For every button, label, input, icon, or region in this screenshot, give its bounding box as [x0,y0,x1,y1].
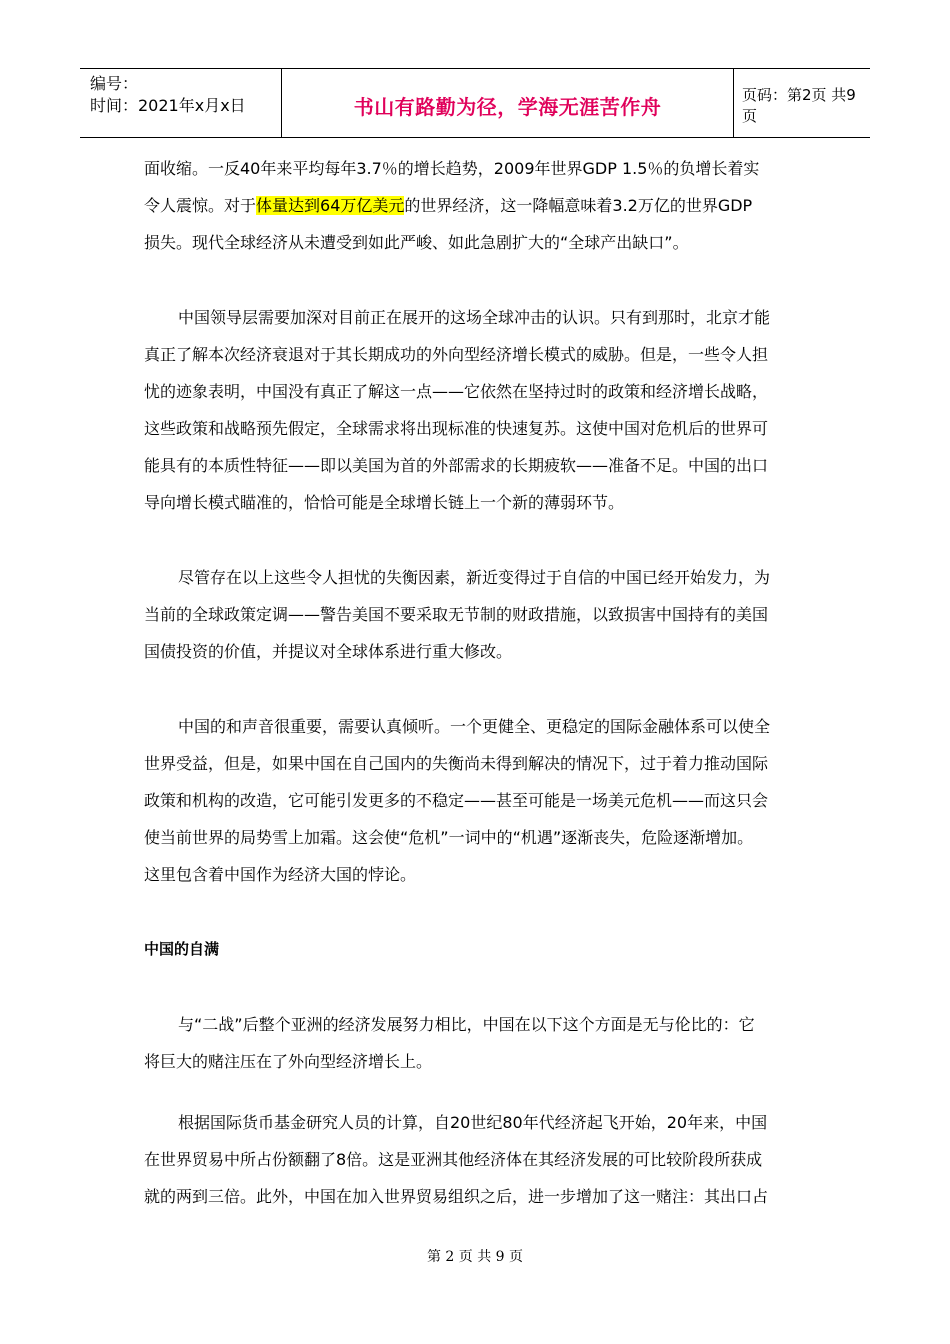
paragraph [144,1006,809,1080]
text-line: 能具有的本质性特征——即以美国为首的外部需求的长期疲软——准备不足。中国的出口 [144,456,769,475]
text-line: 尽管存在以上这些令人担忧的失衡因素，新近变得过于自信的中国已经开始发力，为 [178,568,771,587]
text-line: 当前的全球政策定调——警告美国不要采取无节制的财政措施，以致损害中国持有的美国 [144,605,769,624]
text-line: 根据国际货币基金研究人员的计算，自20世纪80年代经济起飞开始，20年来，中国 [178,1113,768,1132]
header-number-label: 编号： [90,74,139,93]
document-body [144,150,809,1215]
paragraph-spacer [144,521,809,559]
header-date-label: 时间：2021年x月x日 [90,96,246,115]
text-line: 就的两到三倍。此外，中国在加入世界贸易组织之后，进一步增加了这一赌注：其出口占 [144,1187,769,1206]
paragraph [144,708,809,893]
text-line: 与“二战”后整个亚洲的经济发展努力相比，中国在以下这个方面是无与伦比的：它 [178,1015,755,1034]
paragraph-spacer [144,670,809,708]
highlighted-text: 体量达到64万亿美元 [256,196,405,215]
text-line: 导向增长模式瞄准的，恰恰可能是全球增长链上一个新的薄弱环节。 [144,493,625,512]
paragraph [144,559,809,670]
paragraph [144,299,809,521]
text-line: 真正了解本次经济衰退对于其长期成功的外向型经济增长模式的威胁。但是，一些令人担 [144,345,769,364]
paragraph [144,1104,809,1215]
header-meta-cell [80,69,282,137]
text-line: 忧的迹象表明，中国没有真正了解这一点——它依然在坚持过时的政策和经济增长战略， [144,382,769,401]
header-page-info: 页码：第2页 共9页 [742,86,856,125]
text-line: 损失。现代全球经济从未遭受到如此严峻、如此急剧扩大的“全球产出缺口”。 [144,233,689,252]
text-line: 这些政策和战略预先假定，全球需求将出现标准的快速复苏。这使中国对危机后的世界可 [144,419,769,438]
text-line: 政策和机构的改造，它可能引发更多的不稳定——甚至可能是一场美元危机——而这只会 [144,791,769,810]
text-line: 在世界贸易中所占份额翻了8倍。这是亚洲其他经济体在其经济发展的可比较阶段所获成 [144,1150,763,1169]
text-line: 中国的和声音很重要，需要认真倾听。一个更健全、更稳定的国际金融体系可以使全 [178,717,771,736]
text-line: 这里包含着中国作为经济大国的悖论。 [144,865,417,884]
text-span: 令人震惊。对于 [144,196,257,215]
text-line: 面收缩。一反40年来平均每年3.7％的增长趋势，2009年世界GDP 1.5％的负增长着实 [144,159,760,178]
paragraph-spacer [144,968,809,1006]
text-span: 的世界经济，这一降幅意味着3.2万亿的世界GDP [404,196,753,215]
paragraph-spacer [144,893,809,931]
text-line: 中国领导层需要加深对目前正在展开的这场全球冲击的认识。只有到那时，北京才能 [178,308,771,327]
paragraph-spacer [144,261,809,299]
text-line: 使当前世界的局势雪上加霜。这会使“危机”一词中的“机遇”逐渐丧失，危险逐渐增加。 [144,828,754,847]
document-header [80,68,870,138]
header-motto-cell [282,69,734,137]
section-heading: 中国的自满 [144,940,220,958]
text-line: 将巨大的赌注压在了外向型经济增长上。 [144,1052,433,1071]
page-footer: 第 2 页 共 9 页 [426,1249,524,1265]
header-motto: 书山有路勤为径，学海无涯苦作舟 [353,94,662,119]
paragraph-spacer [144,1080,809,1104]
text-line: 世界受益，但是，如果中国在自己国内的失衡尚未得到解决的情况下，过于着力推动国际 [144,754,769,773]
text-line [144,187,809,224]
text-line: 国债投资的价值，并提议对全球体系进行重大修改。 [144,642,513,661]
paragraph [144,150,809,261]
